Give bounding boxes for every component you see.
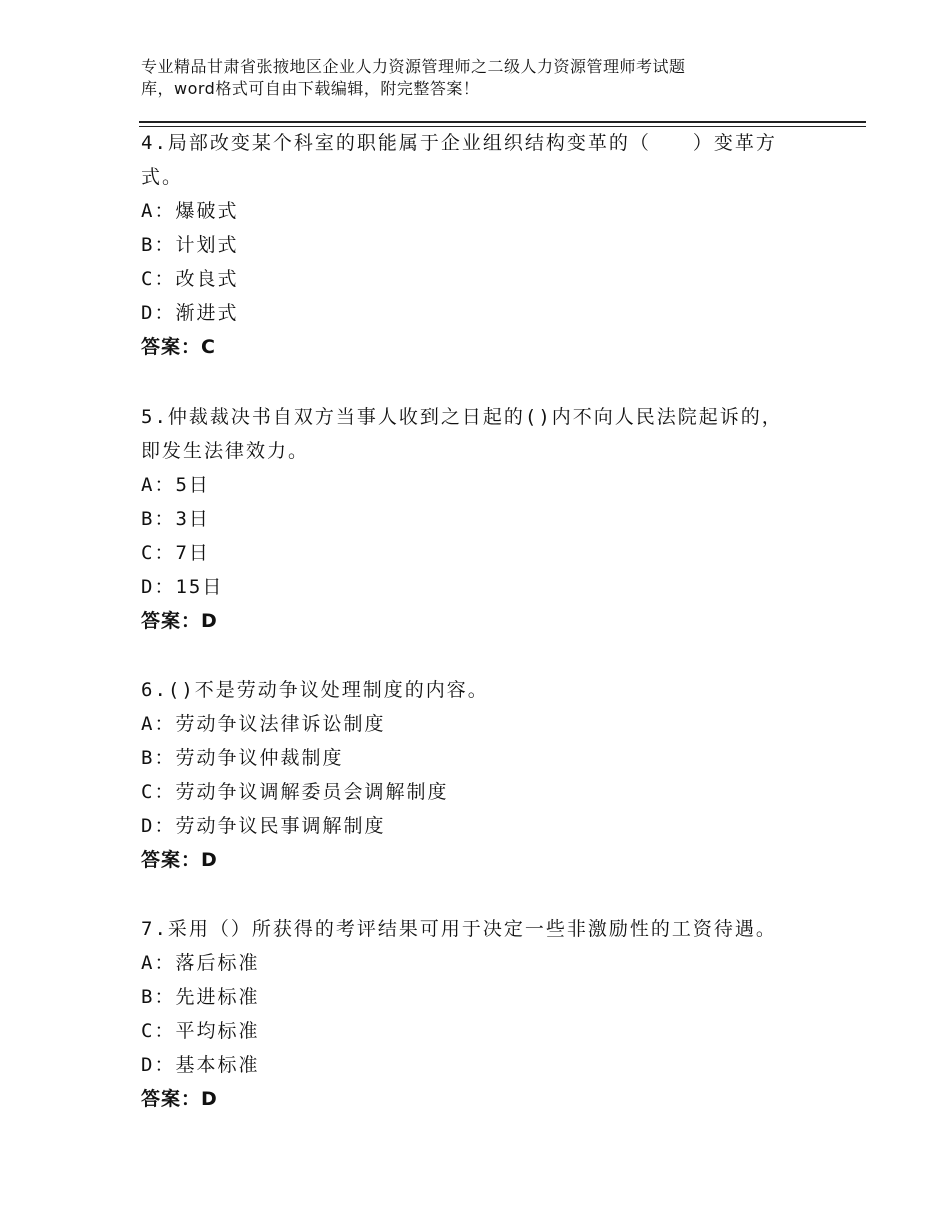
question-stem: 4.局部改变某个科室的职能属于企业组织结构变革的（ ）变革方	[141, 132, 777, 154]
question-6	[141, 673, 801, 877]
option-d: D：基本标准	[141, 1054, 260, 1076]
answer-label: 答案：D	[141, 610, 218, 632]
option-b: B：先进标准	[141, 986, 260, 1008]
question-stem-continued: 即发生法律效力。	[141, 440, 310, 462]
option-a: A：5日	[141, 474, 210, 496]
option-b: B：3日	[141, 508, 210, 530]
header-divider-thick	[139, 121, 866, 123]
option-c: C：劳动争议调解委员会调解制度	[141, 781, 449, 803]
option-d: D：15日	[141, 576, 224, 598]
option-c: C：改良式	[141, 268, 239, 290]
header-line-1: 专业精品甘肃省张掖地区企业人力资源管理师之二级人力资源管理师考试题	[141, 57, 686, 76]
answer-label: 答案：D	[141, 1088, 218, 1110]
question-stem-continued: 式。	[141, 166, 184, 188]
option-d: D：劳动争议民事调解制度	[141, 815, 386, 837]
option-c: C：7日	[141, 542, 210, 564]
answer-label: 答案：C	[141, 336, 216, 358]
question-4	[141, 126, 801, 364]
document-header	[141, 56, 781, 100]
question-5	[141, 400, 801, 638]
header-line-2: 库，word格式可自由下载编辑，附完整答案！	[141, 79, 480, 98]
option-a: A：劳动争议法律诉讼制度	[141, 713, 386, 735]
option-b: B：计划式	[141, 234, 239, 256]
option-a: A：落后标准	[141, 952, 260, 974]
option-b: B：劳动争议仲裁制度	[141, 747, 344, 769]
question-stem: 7.采用（）所获得的考评结果可用于决定一些非激励性的工资待遇。	[141, 918, 777, 940]
question-stem: 5.仲裁裁决书自双方当事人收到之日起的()内不向人民法院起诉的，	[141, 406, 783, 428]
option-d: D：渐进式	[141, 302, 239, 324]
option-c: C：平均标准	[141, 1020, 260, 1042]
option-a: A：爆破式	[141, 200, 239, 222]
question-stem: 6.()不是劳动争议处理制度的内容。	[141, 679, 489, 701]
answer-label: 答案：D	[141, 849, 218, 871]
question-7	[141, 912, 801, 1116]
